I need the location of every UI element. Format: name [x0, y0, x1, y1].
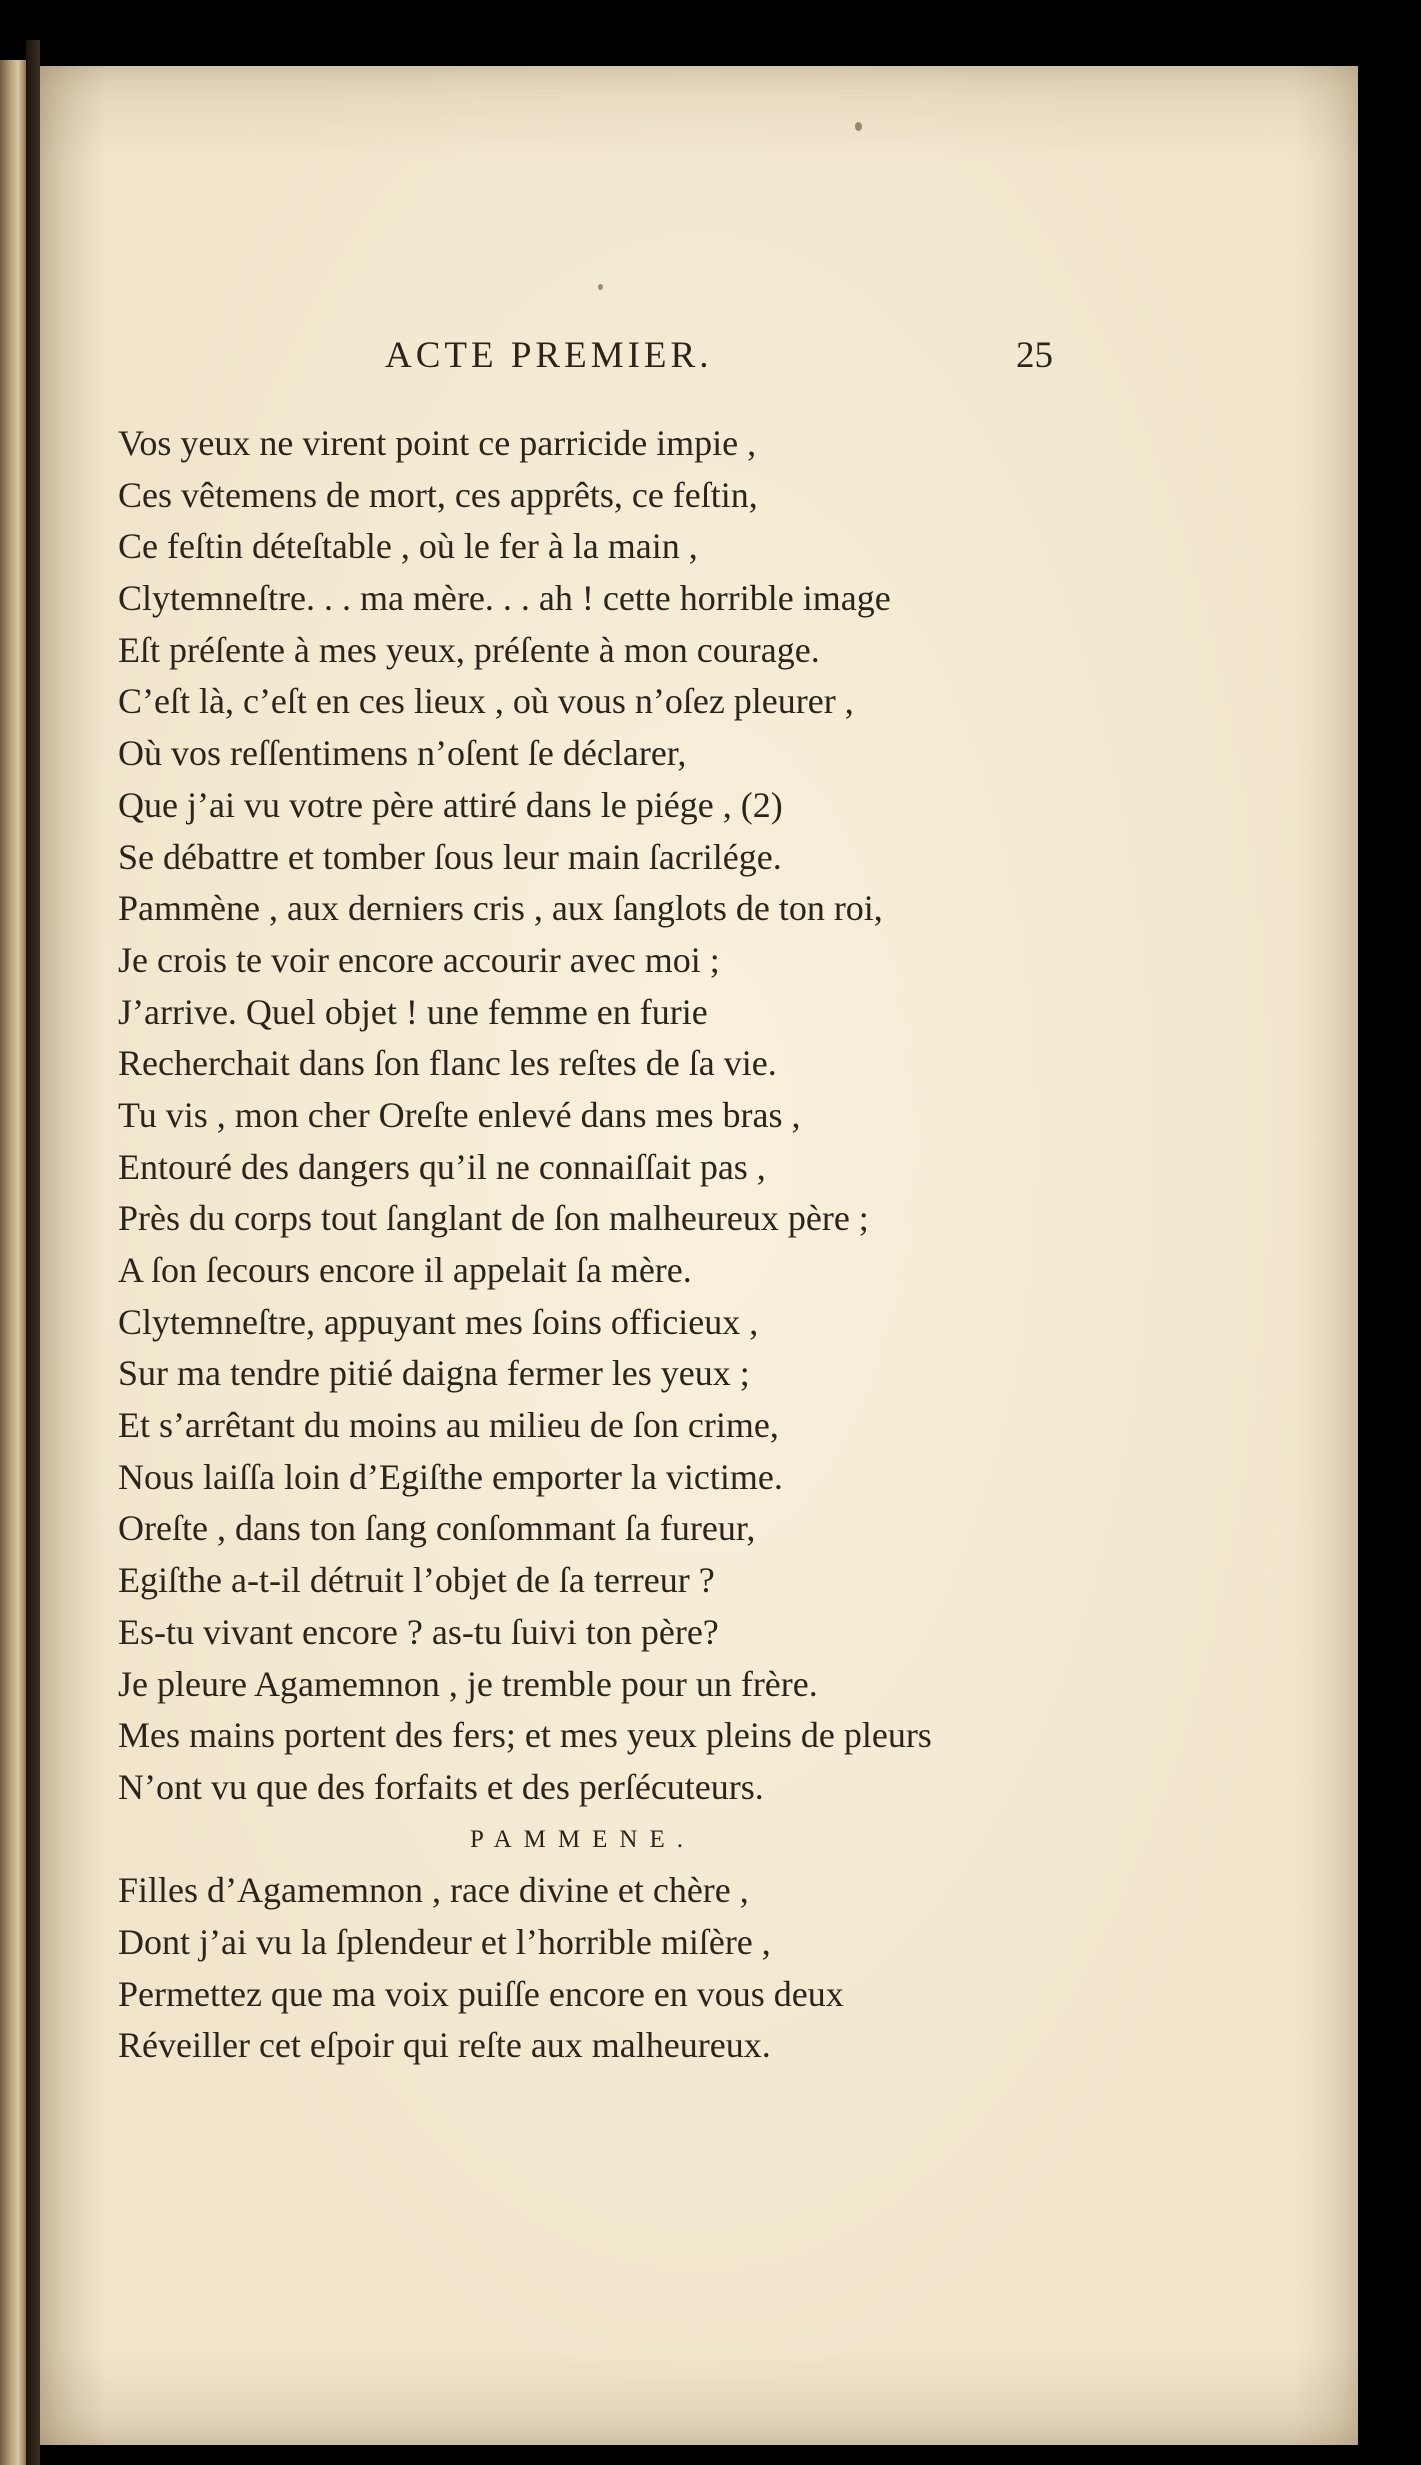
page-number: 25: [1016, 335, 1053, 376]
verse-line: Permettez que ma voix puiſſe encore en vous deux: [118, 1973, 844, 2014]
previous-page-edge: [0, 60, 26, 2465]
verse-line: C’eſt là, c’eſt en ces lieux , où vous n’oſez pleurer ,: [118, 681, 854, 722]
verse-line: N’ont vu que des forfaits et des perſécuteurs.: [118, 1766, 764, 1807]
verse-line: Recherchait dans ſon flanc les reſtes de ſa vie.: [118, 1043, 777, 1084]
verse-line: Clytemneſtre, appuyant mes ſoins officieux ,: [118, 1301, 759, 1342]
verse-line: Filles d’Agamemnon , race divine et chère ,: [118, 1870, 749, 1911]
verse-line: Mes mains portent des fers; et mes yeux pleins de pleurs: [118, 1715, 932, 1756]
verse-line: Je crois te voir encore accourir avec moi ;: [118, 939, 720, 980]
verse-line: Où vos reſſentimens n’oſent ſe déclarer,: [118, 733, 687, 774]
ink-speck: [598, 284, 603, 290]
book-gutter: [26, 40, 40, 2465]
verse-line: Je pleure Agamemnon , je tremble pour un frère.: [118, 1663, 818, 1704]
verse-line: Clytemneſtre. . . ma mère. . . ah ! cette horrible image: [118, 578, 891, 619]
verse-line: Se débattre et tomber ſous leur main ſacrilége.: [118, 836, 782, 877]
verse-line: Tu vis , mon cher Oreſte enlevé dans mes bras ,: [118, 1094, 801, 1135]
speaker-name: PAMMENE.: [470, 1825, 695, 1853]
verse-line: Et s’arrêtant du moins au milieu de ſon crime,: [118, 1405, 779, 1446]
verse-line: Es-tu vivant encore ? as-tu ſuivi ton père?: [118, 1611, 719, 1652]
ink-speck: [855, 122, 862, 131]
verse-line: J’arrive. Quel objet ! une femme en furie: [118, 991, 708, 1032]
verse-line: Sur ma tendre pitié daigna fermer les yeux ;: [118, 1353, 750, 1394]
verse-line: Dont j’ai vu la ſplendeur et l’horrible miſère ,: [118, 1921, 771, 1962]
verse-line: A ſon ſecours encore il appelait ſa mère.: [118, 1250, 692, 1290]
verse-line: Vos yeux ne virent point ce parricide impie ,: [118, 423, 757, 463]
verse-line: Eſt préſente à mes yeux, préſente à mon courage.: [118, 629, 820, 670]
verse-line: Nous laiſſa loin d’Egiſthe emporter la victime.: [118, 1456, 783, 1497]
verse-line: Egiſthe a-t-il détruit l’objet de ſa terreur ?: [118, 1560, 715, 1601]
verse-line: Pammène , aux derniers cris , aux ſanglots de ton roi,: [118, 888, 883, 929]
verse-text: [118, 418, 1298, 2072]
verse-line: Entouré des dangers qu’il ne connaiſſait pas ,: [118, 1146, 766, 1187]
running-head-title: ACTE PREMIER.: [385, 335, 713, 376]
running-head: [0, 334, 1421, 384]
verse-line: Ce feſtin déteſtable , où le fer à la main ,: [118, 526, 698, 567]
verse-line: Ces vêtemens de mort, ces apprêts, ce feſtin,: [118, 474, 758, 515]
verse-line: Réveiller cet eſpoir qui reſte aux malheureux.: [118, 2025, 771, 2066]
verse-line: Que j’ai vu votre père attiré dans le piége , (2): [118, 784, 783, 825]
verse-line: Près du corps tout ſanglant de ſon malheureux père ;: [118, 1198, 869, 1239]
verse-line: Oreſte , dans ton ſang conſommant ſa fureur,: [118, 1508, 756, 1549]
